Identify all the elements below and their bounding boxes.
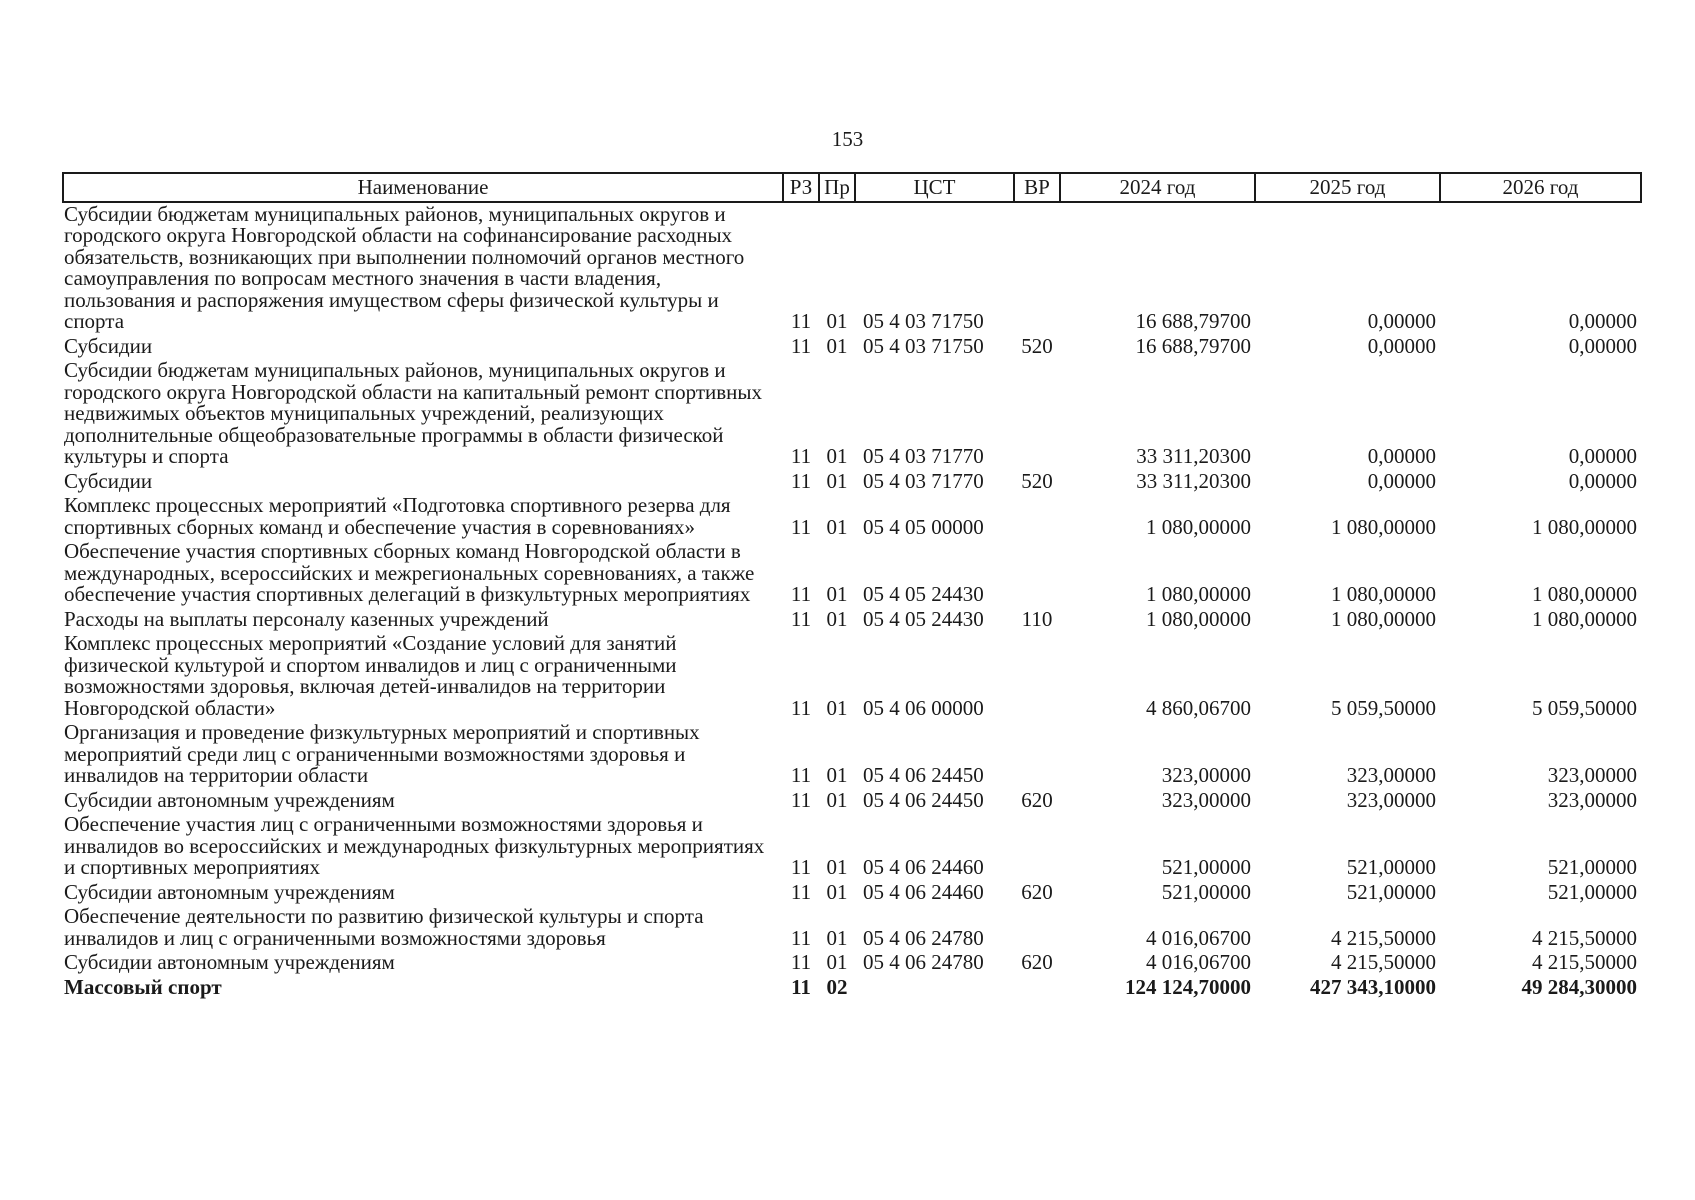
cell-2025: 0,00000	[1367, 444, 1436, 468]
cell-cst: 05 4 06 00000	[863, 695, 984, 720]
cell-2026: 521,00000	[1547, 879, 1637, 904]
cell-rz: 11	[790, 925, 812, 950]
cell-2024: 521,00000	[1161, 879, 1251, 904]
cell-rz: 11	[791, 974, 811, 999]
cell-rz: 11	[790, 787, 812, 812]
table-row	[63, 721, 1641, 789]
cell-2026: 0,00000	[1568, 309, 1637, 333]
cell-rz: 11	[790, 309, 812, 333]
cell-rz: 11	[790, 855, 812, 879]
cell-2024: 1 080,00000	[1146, 606, 1251, 631]
cell-2025: 1 080,00000	[1331, 582, 1436, 606]
cell-2026: 521,00000	[1547, 855, 1637, 879]
cell-name: Субсидии автономным учреждениям	[64, 950, 395, 974]
cell-2026: 0,00000	[1568, 468, 1637, 493]
cell-cst: 05 4 05 24430	[863, 582, 984, 606]
table-row	[63, 905, 1641, 951]
cell-name: Субсидии	[64, 468, 153, 493]
column-header-name: Наименование	[63, 173, 783, 202]
cell-pr: 01	[826, 763, 848, 787]
table-row	[63, 608, 1641, 633]
cell-rz: 11	[790, 695, 812, 720]
cell-vr: 620	[1021, 950, 1053, 974]
cell-cst: 05 4 06 24780	[863, 925, 984, 950]
cell-cst: 05 4 03 71770	[863, 444, 984, 468]
cell-2025: 0,00000	[1367, 333, 1436, 358]
cell-cst: 05 4 05 00000	[863, 514, 984, 539]
column-header-2026: 2026 год	[1440, 173, 1641, 202]
cell-2024: 33 311,20300	[1136, 444, 1251, 468]
column-header-pr: Пр	[819, 173, 855, 202]
cell-rz: 11	[790, 514, 812, 539]
cell-rz: 11	[790, 582, 812, 606]
cell-name: Обеспечение участия спортивных сборных команд Новгородской области в международных, всероссийских и межрегиональных соревнованиях, а также обеспечение участия спортивных делегаций в физкультурных мероприятиях	[64, 539, 755, 606]
cell-2025: 521,00000	[1346, 855, 1436, 879]
cell-vr	[1014, 905, 1060, 951]
cell-2025: 323,00000	[1346, 787, 1436, 812]
cell-name: Организация и проведение физкультурных мероприятий и спортивных мероприятий среди лиц с ограниченными возможностями здоровья и инвалидов на территории области	[64, 720, 700, 787]
cell-rz: 11	[790, 950, 812, 974]
cell-2026: 1 080,00000	[1532, 514, 1637, 539]
cell-vr: 110	[1021, 606, 1053, 631]
cell-name: Субсидии бюджетам муниципальных районов, муниципальных округов и городского округа Новгородской области на софинансирование расходных обязательств, возникающих при выполнении полномочий органов местного самоуправления по вопросам местного значения в части владения, пользования и распоряжения имуществом сферы физической культуры и спорта	[64, 201, 745, 333]
cell-2025: 521,00000	[1346, 879, 1436, 904]
cell-name: Расходы на выплаты персоналу казенных учреждений	[64, 606, 549, 631]
column-header-vr: ВР	[1014, 173, 1060, 202]
column-header-2024: 2024 год	[1060, 173, 1255, 202]
table-row	[63, 632, 1641, 721]
cell-vr: 620	[1021, 879, 1053, 904]
cell-rz: 11	[790, 879, 812, 904]
column-header-cst: ЦСТ	[855, 173, 1014, 202]
cell-2026: 0,00000	[1568, 444, 1637, 468]
cell-2025: 427 343,10000	[1310, 974, 1436, 999]
cell-2024: 323,00000	[1161, 787, 1251, 812]
column-header-2025: 2025 год	[1255, 173, 1440, 202]
cell-rz: 11	[790, 333, 812, 358]
cell-pr: 01	[826, 925, 848, 950]
cell-name: Субсидии автономным учреждениям	[64, 879, 395, 904]
cell-2024: 16 688,79700	[1135, 333, 1251, 358]
budget-table	[62, 172, 1642, 1000]
cell-2024: 33 311,20300	[1136, 468, 1251, 493]
cell-2025: 323,00000	[1346, 763, 1436, 787]
table-row	[63, 470, 1641, 495]
cell-cst: 05 4 03 71750	[863, 309, 984, 333]
cell-vr	[1014, 813, 1060, 881]
cell-cst: 05 4 03 71770	[863, 468, 984, 493]
cell-2026: 0,00000	[1568, 333, 1637, 358]
cell-2025: 1 080,00000	[1331, 606, 1436, 631]
cell-pr: 01	[826, 950, 848, 974]
cell-cst: 05 4 06 24460	[863, 879, 984, 904]
cell-2026: 4 215,50000	[1532, 925, 1637, 950]
cell-2026: 323,00000	[1547, 787, 1637, 812]
cell-2024: 323,00000	[1161, 763, 1251, 787]
cell-2024: 124 124,70000	[1125, 974, 1251, 999]
cell-2026: 1 080,00000	[1532, 582, 1637, 606]
cell-name: Обеспечение деятельности по развитию физической культуры и спорта инвалидов и лиц с ограниченными возможностями здоровья	[64, 904, 704, 950]
cell-vr	[1014, 359, 1060, 470]
cell-pr: 01	[826, 879, 848, 904]
cell-2024: 16 688,79700	[1135, 309, 1251, 333]
cell-vr: 620	[1021, 787, 1053, 812]
table-row	[63, 494, 1641, 540]
cell-pr: 01	[826, 787, 848, 812]
cell-name: Массовый спорт	[64, 974, 222, 999]
cell-2026: 1 080,00000	[1532, 606, 1637, 631]
cell-2024: 1 080,00000	[1146, 582, 1251, 606]
table-row	[63, 951, 1641, 976]
cell-name: Субсидии	[64, 333, 153, 358]
cell-2024: 1 080,00000	[1146, 514, 1251, 539]
cell-pr: 01	[826, 333, 848, 358]
cell-cst: 05 4 06 24450	[863, 763, 984, 787]
cell-2024: 4 860,06700	[1146, 695, 1251, 720]
cell-cst: 05 4 05 24430	[863, 606, 984, 631]
cell-name: Обеспечение участия лиц с ограниченными возможностями здоровья и инвалидов во всероссийских и международных физкультурных мероприятиях и спортивных мероприятиях	[64, 812, 765, 879]
cell-pr: 01	[826, 606, 848, 631]
cell-2026: 4 215,50000	[1532, 950, 1637, 974]
cell-rz: 11	[790, 606, 812, 631]
cell-name: Комплекс процессных мероприятий «Создание условий для занятий физической культурой и спортом инвалидов и лиц с ограниченными возможностями здоровья, включая детей-инвалидов на территории Новгородской области»	[64, 631, 677, 720]
cell-2026: 49 284,30000	[1521, 974, 1637, 999]
cell-rz: 11	[790, 444, 812, 468]
column-header-rz: РЗ	[783, 173, 819, 202]
cell-2026: 323,00000	[1547, 763, 1637, 787]
cell-vr: 520	[1021, 468, 1053, 493]
cell-2025: 0,00000	[1367, 309, 1436, 333]
cell-name: Субсидии бюджетам муниципальных районов, муниципальных округов и городского округа Новгородской области на капитальный ремонт спортивных недвижимых объектов муниципальных учреждений, реализующих дополнительные общеобразовательные программы в области физической культуры и спорта	[64, 358, 763, 468]
table-row	[63, 202, 1641, 335]
cell-rz: 11	[790, 763, 812, 787]
cell-cst: 05 4 06 24780	[863, 950, 984, 974]
cell-vr	[1014, 202, 1060, 335]
cell-2025: 0,00000	[1367, 468, 1436, 493]
cell-pr: 02	[826, 974, 848, 999]
cell-pr: 01	[826, 695, 848, 720]
cell-cst: 05 4 03 71750	[863, 333, 984, 358]
cell-vr	[1014, 976, 1060, 1001]
table-row	[63, 359, 1641, 470]
cell-2026: 5 059,50000	[1532, 695, 1637, 720]
table-row	[63, 540, 1641, 608]
page-number: 153	[831, 127, 864, 151]
cell-2024: 4 016,06700	[1146, 950, 1251, 974]
cell-vr	[1014, 494, 1060, 540]
table-row	[63, 813, 1641, 881]
cell-2025: 4 215,50000	[1331, 925, 1436, 950]
table-row	[63, 881, 1641, 906]
cell-pr: 01	[826, 468, 848, 493]
cell-2025: 4 215,50000	[1331, 950, 1436, 974]
table-header-row	[63, 173, 1641, 202]
cell-2025: 5 059,50000	[1331, 695, 1436, 720]
cell-2024: 4 016,06700	[1146, 925, 1251, 950]
cell-cst: 05 4 06 24460	[863, 855, 984, 879]
cell-name: Субсидии автономным учреждениям	[64, 787, 395, 812]
table-row	[63, 789, 1641, 814]
cell-vr: 520	[1021, 333, 1053, 358]
cell-vr	[1014, 721, 1060, 789]
cell-2024: 521,00000	[1161, 855, 1251, 879]
cell-pr: 01	[826, 855, 848, 879]
cell-cst: 05 4 06 24450	[863, 787, 984, 812]
cell-rz: 11	[790, 468, 812, 493]
cell-pr: 01	[826, 582, 848, 606]
cell-2025: 1 080,00000	[1331, 514, 1436, 539]
cell-pr: 01	[826, 514, 848, 539]
table-row	[63, 335, 1641, 360]
cell-vr	[1014, 632, 1060, 721]
cell-pr: 01	[826, 444, 848, 468]
cell-name: Комплекс процессных мероприятий «Подготовка спортивного резерва для спортивных сборных команд и обеспечение участия в соревнованиях»	[64, 493, 731, 539]
cell-cst	[855, 976, 1014, 1001]
cell-vr	[1014, 540, 1060, 608]
cell-pr: 01	[826, 309, 848, 333]
table-body	[63, 202, 1641, 1001]
table-row	[63, 976, 1641, 1001]
